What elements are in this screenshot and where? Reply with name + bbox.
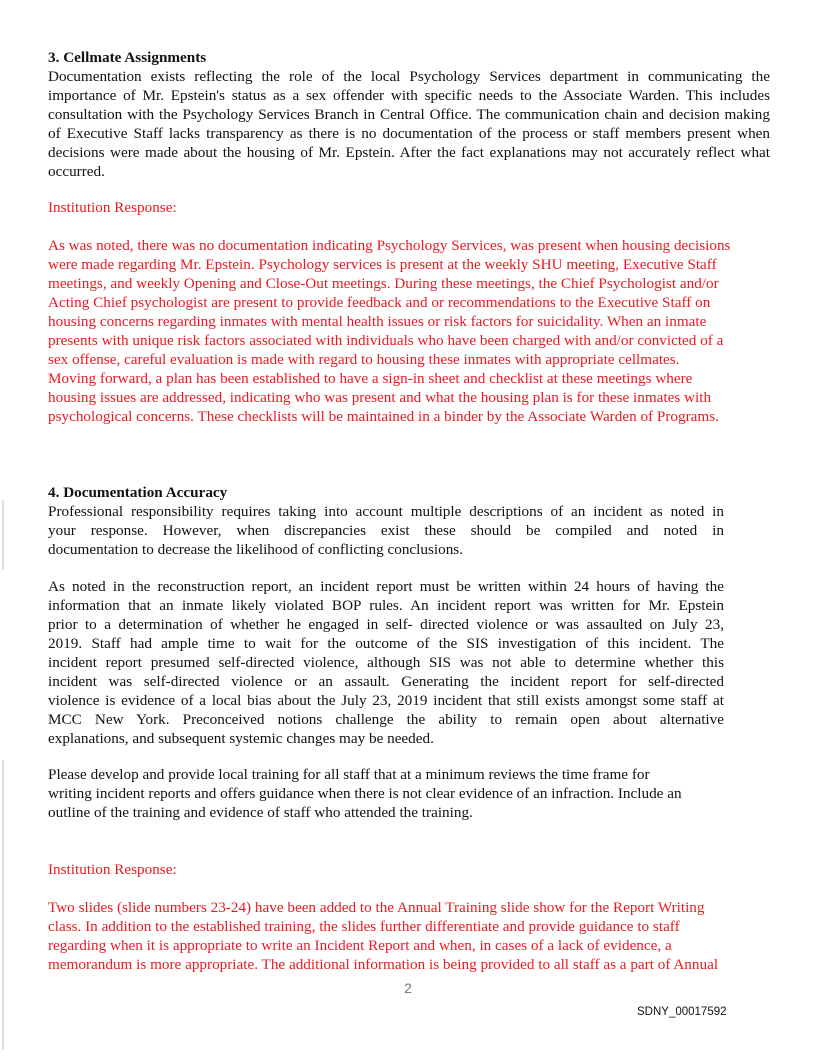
text-line: meetings, and weekly Opening and Close-Out meetings. During these meetings, the Chief Psychologist and/or <box>48 275 719 292</box>
text-line: 2019. Staff had ample time to wait for the outcome of the SIS investigation of this incident. The <box>48 635 724 652</box>
text-line: sex offense, careful evaluation is made with regard to housing these inmates with appropriate cellmates. <box>48 351 680 368</box>
section-4-paragraph-2 <box>48 577 724 748</box>
section-4-paragraph-1 <box>48 502 724 559</box>
text-line: violence is evidence of a local bias about the July 23, 2019 incident that still exists amongst some staff at <box>48 692 724 709</box>
bates-number: SDNY_00017592 <box>637 1006 727 1018</box>
text-line: housing issues are addressed, indicating who was present and what the housing plan is for these inmates with <box>48 389 712 406</box>
text-line: Please develop and provide local training for all staff that at a minimum reviews the time frame for <box>48 766 650 783</box>
page-number: 2 <box>404 980 412 996</box>
text-line: writing incident reports and offers guidance when there is not clear evidence of an infraction. Include an <box>48 785 682 802</box>
text-line: Two slides (slide numbers 23-24) have been added to the Annual Training slide show for the Report Writing <box>48 899 705 916</box>
text-line: Documentation exists reflecting the role of the local Psychology Services department in communicating the <box>48 68 770 85</box>
text-line: your response. However, when discrepancies exist these should be compiled and noted in <box>48 522 724 539</box>
text-line: class. In addition to the established training, the slides further differentiate and provide guidance to staff <box>48 918 680 935</box>
text-line: presents with unique risk factors associated with individuals who have been charged with and/or convicted of a <box>48 332 724 349</box>
text-line: outline of the training and evidence of staff who attended the training. <box>48 804 473 821</box>
text-line: incident was self-directed violence or an assault. Generating the incident report for self-directed <box>48 673 724 690</box>
text-line: occurred. <box>48 163 105 180</box>
text-line: information that an inmate likely violated BOP rules. An incident report was written for Mr. Epstein <box>48 597 724 614</box>
text-line: explanations, and subsequent systemic changes may be needed. <box>48 730 434 747</box>
section-4-paragraph-3 <box>48 765 770 822</box>
text-line: memorandum is more appropriate. The additional information is being provided to all staff as a part of Annual <box>48 956 719 973</box>
text-line: MCC New York. Preconceived notions challenge the ability to remain open about alternative <box>48 711 724 728</box>
text-line: Acting Chief psychologist are present to provide feedback and or recommendations to the Executive Staff on <box>48 294 711 311</box>
text-line: of Executive Staff lacks transparency as there is no documentation of the process or staff members present when <box>48 125 770 142</box>
text-line: consultation with the Psychology Services Branch in Central Office. The communication chain and decision making <box>48 106 770 123</box>
section-3-response <box>48 236 770 426</box>
text-line: decisions were made about the housing of Mr. Epstein. After the fact explanations may not accurately reflect what <box>48 144 770 161</box>
text-line: Professional responsibility requires taking into account multiple descriptions of an incident as noted in <box>48 503 724 520</box>
text-line: As noted in the reconstruction report, an incident report must be written within 24 hours of having the <box>48 578 724 595</box>
text-line: prior to a determination of whether he engaged in self- directed violence or was assaulted on July 23, <box>48 616 724 633</box>
text-line: incident report presumed self-directed violence, although SIS was not able to determine whether this <box>48 654 724 671</box>
section-3-response-label: Institution Response: <box>48 199 177 216</box>
section-4-response-label: Institution Response: <box>48 861 177 878</box>
section-4-response <box>48 898 770 974</box>
text-line: Moving forward, a plan has been established to have a sign-in sheet and checklist at these meetings where <box>48 370 693 387</box>
section-4-heading: 4. Documentation Accuracy <box>48 484 228 501</box>
text-line: importance of Mr. Epstein's status as a sex offender with specific needs to the Associate Warden. This includes <box>48 87 770 104</box>
text-line: psychological concerns. These checklists will be maintained in a binder by the Associate Warden of Programs. <box>48 408 719 425</box>
text-line: documentation to decrease the likelihood of conflicting conclusions. <box>48 541 464 558</box>
text-line: As was noted, there was no documentation indicating Psychology Services, was present when housing decisions <box>48 237 731 254</box>
section-3-heading: 3. Cellmate Assignments <box>48 49 207 66</box>
section-3-paragraph <box>48 67 770 181</box>
text-line: regarding when it is appropriate to write an Incident Report and when, in cases of a lack of evidence, a <box>48 937 672 954</box>
text-line: were made regarding Mr. Epstein. Psychology services is present at the weekly SHU meeting, Executive Staff <box>48 256 717 273</box>
scan-artifact <box>2 760 4 1050</box>
scan-artifact <box>2 500 4 570</box>
text-line: housing concerns regarding inmates with mental health issues or risk factors for suicidality. When an inmate <box>48 313 707 330</box>
